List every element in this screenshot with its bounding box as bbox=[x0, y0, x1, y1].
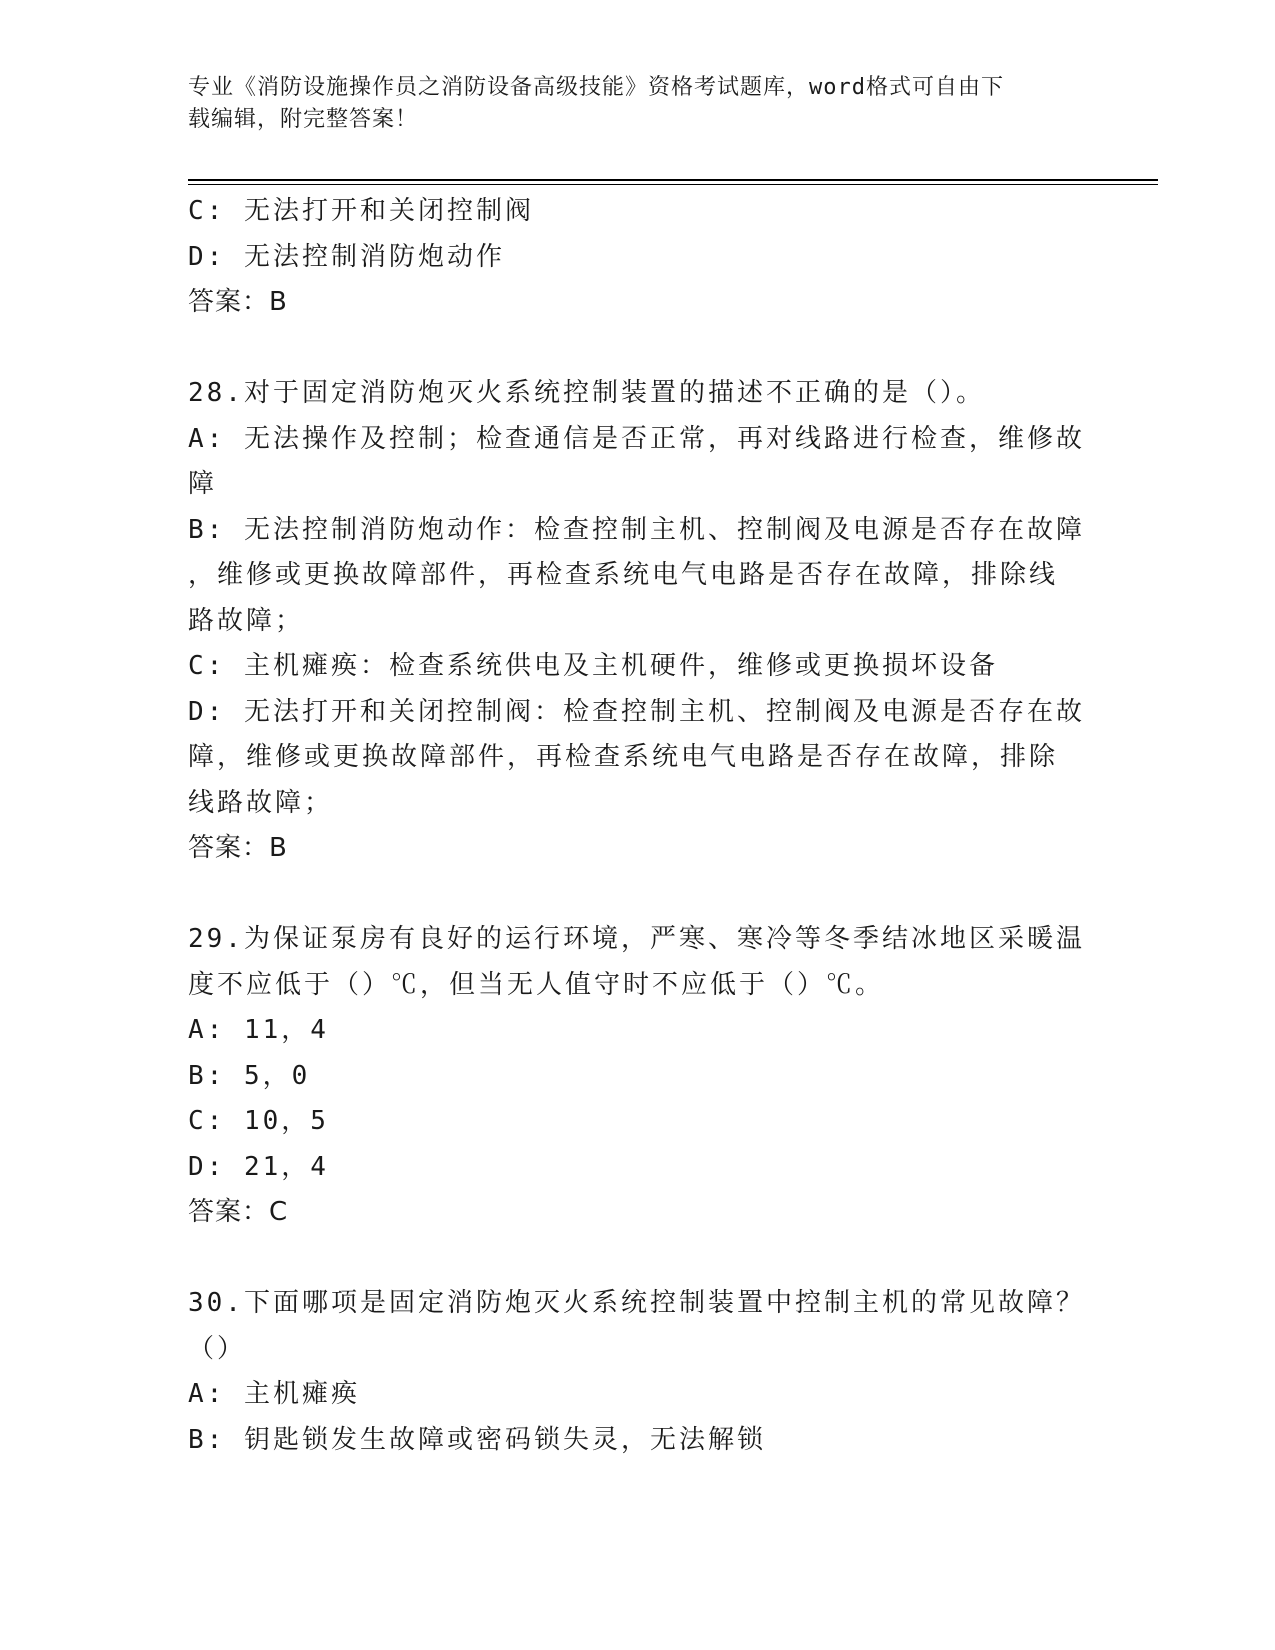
question-30 bbox=[188, 1281, 1088, 1463]
question-stem: 28.对于固定消防炮灭火系统控制装置的描述不正确的是（）。 bbox=[188, 378, 985, 408]
option-b-cont-2: 路故障； bbox=[188, 605, 305, 636]
option-b: B: 5，0 bbox=[188, 1060, 311, 1091]
header-line-2: 载编辑，附完整答案！ bbox=[188, 107, 419, 132]
option-d-cont: 障，维修或更换故障部件，再检查系统电气电路是否存在故障，排除 bbox=[188, 742, 1059, 772]
option-a-cont: 障 bbox=[188, 469, 218, 499]
option-a: A: 无法操作及控制；检查通信是否正常，再对线路进行检查，维修故 bbox=[188, 423, 1085, 454]
spacer bbox=[188, 872, 1088, 918]
option-d: D: 21，4 bbox=[188, 1151, 329, 1182]
question-stem: 29.为保证泵房有良好的运行环境，严寒、寒冷等冬季结冰地区采暖温 bbox=[188, 924, 1085, 954]
option-d-cont-2: 线路故障； bbox=[188, 787, 334, 818]
option-a: A: 11，4 bbox=[188, 1015, 329, 1045]
question-29 bbox=[188, 917, 1088, 1236]
header-rule-thick bbox=[188, 179, 1158, 181]
option-c: C: 10，5 bbox=[188, 1106, 329, 1136]
question-stem-cont: （） bbox=[188, 1333, 247, 1364]
question-28 bbox=[188, 371, 1088, 872]
document-header bbox=[188, 72, 1068, 136]
question-content bbox=[188, 189, 1088, 1463]
header-rule-thin bbox=[188, 184, 1158, 185]
option-d: D: 无法打开和关闭控制阀：检查控制主机、控制阀及电源是否存在故 bbox=[188, 696, 1085, 727]
spacer bbox=[188, 1236, 1088, 1282]
option-d: D: 无法控制消防炮动作 bbox=[188, 241, 505, 272]
answer-line: 答案：B bbox=[188, 287, 288, 317]
option-b-cont: ，维修或更换故障部件，再检查系统电气电路是否存在故障，排除线 bbox=[188, 560, 1059, 590]
option-c: C: 主机瘫痪：检查系统供电及主机硬件，维修或更换损坏设备 bbox=[188, 651, 998, 681]
spacer bbox=[188, 326, 1088, 372]
option-b: B: 无法控制消防炮动作：检查控制主机、控制阀及电源是否存在故障 bbox=[188, 514, 1085, 545]
option-c: C: 无法打开和关闭控制阀 bbox=[188, 196, 534, 226]
option-b: B: 钥匙锁发生故障或密码锁失灵，无法解锁 bbox=[188, 1424, 766, 1455]
question-27-tail bbox=[188, 189, 1088, 326]
question-stem-cont: 度不应低于（）℃，但当无人值守时不应低于（）℃。 bbox=[188, 969, 885, 1000]
answer-line: 答案：C bbox=[188, 1197, 289, 1227]
header-line-1: 专业《消防设施操作员之消防设备高级技能》资格考试题库，word格式可自由下 bbox=[188, 75, 1004, 100]
option-a: A: 主机瘫痪 bbox=[188, 1379, 360, 1409]
answer-line: 答案：B bbox=[188, 833, 288, 863]
question-stem: 30.下面哪项是固定消防炮灭火系统控制装置中控制主机的常见故障？ bbox=[188, 1288, 1085, 1318]
